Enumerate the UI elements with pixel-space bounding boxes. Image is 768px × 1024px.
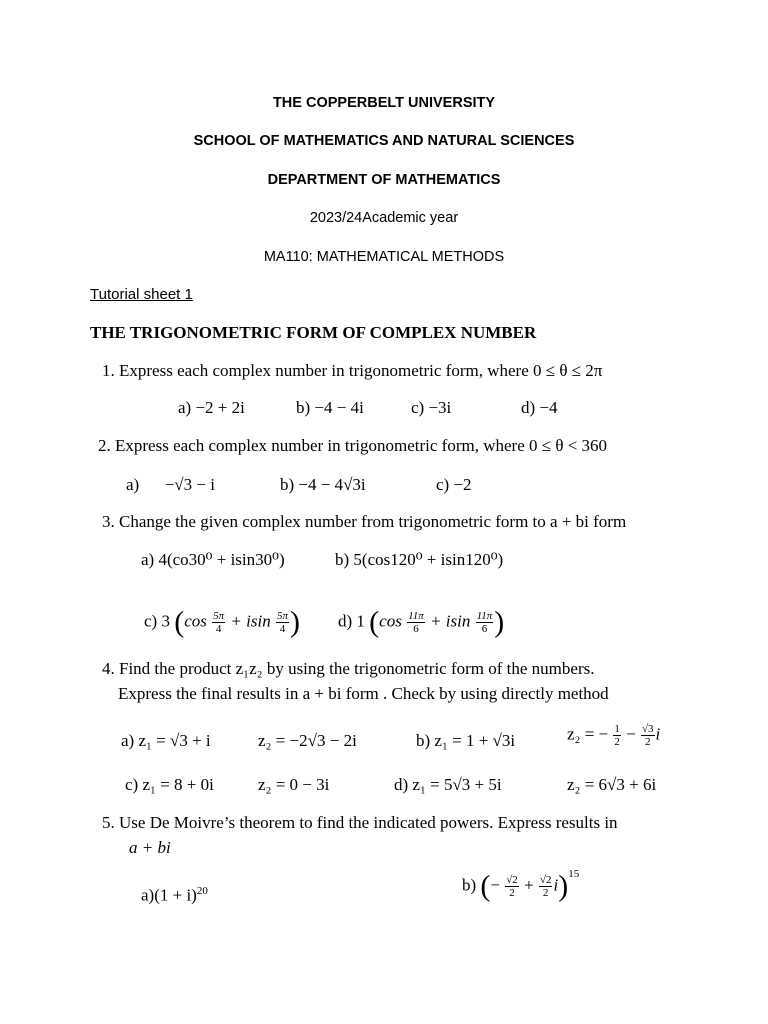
q3-d-den-1: 6 bbox=[413, 623, 419, 635]
q4-b-z2-prefix: z₂ = − bbox=[567, 724, 609, 744]
q2-part-c: c) −2 bbox=[436, 475, 472, 494]
q5-b-i: i bbox=[553, 875, 559, 895]
q4-b-z2-den-2: 2 bbox=[645, 736, 651, 748]
q4-c-z2: z₂ = 0 − 3i bbox=[258, 775, 330, 794]
section-heading: THE TRIGONOMETRIC FORM OF COMPLEX NUMBER bbox=[90, 323, 537, 342]
q3-c-fraction-1 bbox=[212, 610, 225, 635]
q2-part-a: a) −√3 − i bbox=[126, 475, 215, 494]
q3-d-num-2: 11π bbox=[476, 610, 493, 622]
q5-b-open-paren: ( bbox=[480, 869, 491, 903]
question-3: 3. Change the given complex number from trigonometric form to a + bi form bbox=[102, 512, 627, 531]
sheet-title: Tutorial sheet 1 bbox=[90, 286, 193, 303]
q3-d-isin: + isin bbox=[430, 611, 471, 631]
q1-part-c: c) −3i bbox=[411, 398, 452, 417]
q4-b-z2-num-2: √3 bbox=[642, 723, 654, 735]
q5-a-exponent: 20 bbox=[196, 885, 208, 897]
question-2: 2. Express each complex number in trigonometric form, where 0 ≤ θ < 360 bbox=[98, 436, 608, 455]
q5-part-b bbox=[462, 868, 580, 903]
q5-part-a bbox=[141, 885, 208, 906]
q4-b-z2-den-1: 2 bbox=[614, 736, 620, 748]
q4-b-z2-num-1: 1 bbox=[614, 723, 620, 735]
q4-b-z2-i: i bbox=[655, 724, 661, 744]
q3-c-prefix: c) 3 bbox=[144, 611, 170, 631]
q5-b-fraction-2 bbox=[539, 874, 553, 899]
q3-c-cos: cos bbox=[184, 611, 207, 631]
q4-d-z2: z₂ = 6√3 + 6i bbox=[567, 775, 657, 794]
q3-part-c bbox=[144, 605, 300, 639]
q5-b-den-1: 2 bbox=[509, 887, 515, 899]
q4-c-z1: c) z₁ = 8 + 0i bbox=[125, 775, 214, 794]
question-1: 1. Express each complex number in trigonometric form, where 0 ≤ θ ≤ 2π bbox=[102, 361, 603, 380]
q3-d-num-1: 11π bbox=[408, 610, 424, 622]
q3-d-open-paren: ( bbox=[369, 605, 380, 639]
q3-d-fraction-2 bbox=[476, 610, 494, 635]
course-title: MA110: MATHEMATICAL METHODS bbox=[263, 249, 505, 265]
q1-part-d: d) −4 bbox=[521, 398, 558, 417]
q3-d-cos: cos bbox=[379, 611, 402, 631]
q3-part-b: b) 5(cos120⁰ + isin120⁰) bbox=[335, 550, 504, 569]
q4-b-z2 bbox=[567, 723, 660, 748]
question-5-line-1: 5. Use De Moivre’s theorem to find the indicated powers. Express results in bbox=[102, 813, 618, 832]
q3-c-isin: + isin bbox=[230, 611, 271, 631]
q3-part-a: a) 4(co30⁰ + isin30⁰) bbox=[141, 550, 285, 569]
q5-b-fraction-1 bbox=[505, 874, 519, 899]
q3-d-close-paren: ) bbox=[494, 605, 505, 639]
q3-d-den-2: 6 bbox=[481, 623, 488, 635]
q3-c-fraction-2 bbox=[276, 610, 289, 635]
q4-b-z1: b) z₁ = 1 + √3i bbox=[416, 731, 516, 750]
school-name: SCHOOL OF MATHEMATICS AND NATURAL SCIENCES bbox=[193, 133, 575, 149]
q3-d-fraction-1 bbox=[407, 610, 425, 635]
q4-b-z2-fraction-2 bbox=[641, 723, 655, 748]
question-5-line-2: a + bi bbox=[129, 838, 171, 857]
q3-c-open-paren: ( bbox=[174, 605, 185, 639]
q5-b-num-2: √2 bbox=[539, 874, 552, 886]
q5-b-prefix: b) bbox=[462, 875, 477, 895]
q3-c-num-2: 5π bbox=[276, 610, 288, 622]
q5-a-base: a)(1 + i) bbox=[141, 885, 197, 905]
q3-c-den-1: 4 bbox=[215, 623, 222, 635]
question-4-line-2: Express the final results in a + bi form . Check by using directly method bbox=[118, 684, 609, 703]
q4-d-z1: d) z₁ = 5√3 + 5i bbox=[394, 775, 502, 794]
q3-c-num-1: 5π bbox=[213, 610, 225, 622]
q4-a-z2: z₂ = −2√3 − 2i bbox=[258, 731, 357, 750]
q5-b-num-1: √2 bbox=[506, 874, 518, 886]
q3-c-den-2: 4 bbox=[279, 623, 286, 635]
q4-b-z2-minus: − bbox=[626, 724, 636, 744]
q1-part-b: b) −4 − 4i bbox=[296, 398, 364, 417]
q5-b-plus: + bbox=[524, 875, 534, 895]
question-4-line-1: 4. Find the product z₁z₂ by using the trigonometric form of the numbers. bbox=[102, 659, 595, 678]
q3-part-d bbox=[338, 605, 505, 639]
q2-part-b: b) −4 − 4√3i bbox=[280, 475, 366, 494]
q1-part-a: a) −2 + 2i bbox=[178, 398, 245, 417]
q3-c-close-paren: ) bbox=[289, 605, 300, 639]
department-name: DEPARTMENT OF MATHEMATICS bbox=[267, 172, 501, 188]
q4-a-z1: a) z₁ = √3 + i bbox=[121, 731, 211, 750]
university-name: THE COPPERBELT UNIVERSITY bbox=[272, 95, 496, 111]
q5-b-close-paren: ) bbox=[558, 869, 569, 903]
q3-d-prefix: d) 1 bbox=[338, 611, 365, 631]
q4-b-z2-fraction-1 bbox=[613, 723, 621, 748]
q5-b-den-2: 2 bbox=[542, 887, 549, 899]
q5-b-minus: − bbox=[490, 875, 501, 895]
academic-year: 2023/24Academic year bbox=[309, 210, 459, 226]
q5-b-exponent: 15 bbox=[568, 868, 580, 880]
